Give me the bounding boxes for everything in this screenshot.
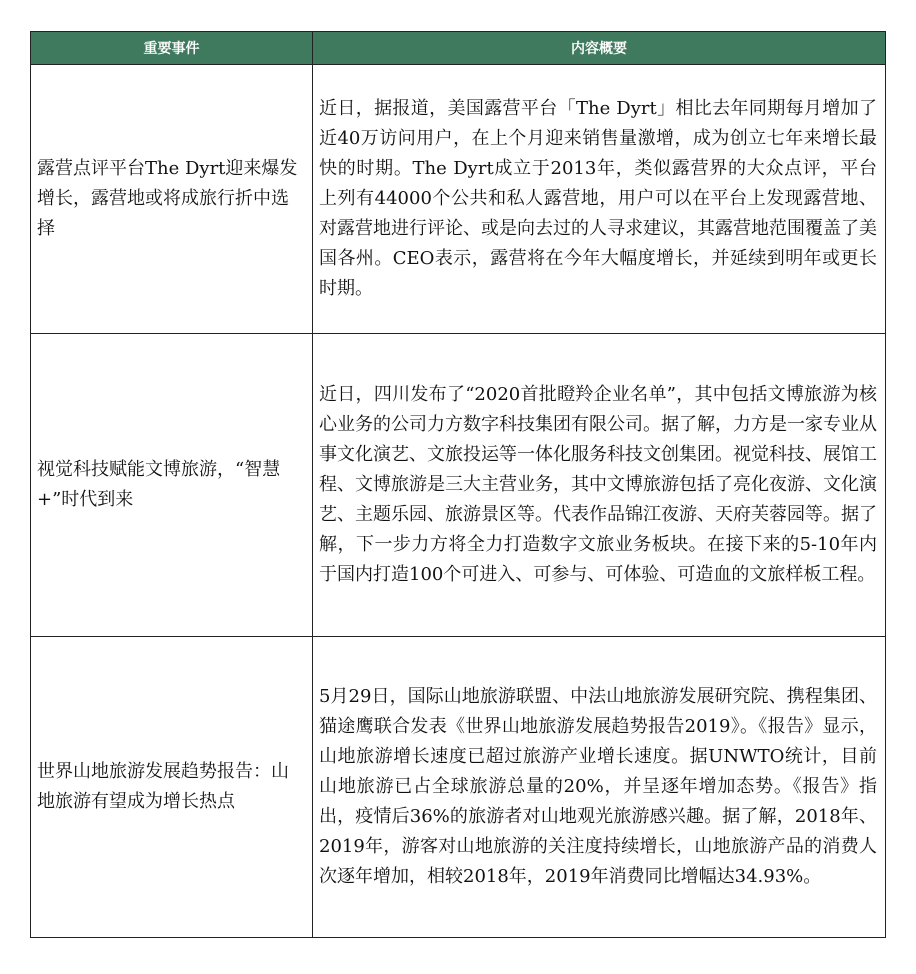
summary-cell: 近日，四川发布了“2020首批瞪羚企业名单”，其中包括文博旅游为核心业务的公司力方数字科技集团有限公司。据了解，力方是一家专业从事文化演艺、文旅投运等一体化服务科技文创集团。视觉科技、展馆工程、文博旅游是三大主营业务，其中文博旅游包括了亮化夜游、文化演艺、主题乐园、旅游景区等。代表作品锦江夜游、天府芙蓉园等。据了解，下一步力方将全力打造数字文旅业务板块。在接下来的5-10年内于国内打造100个可进入、可参与、可体验、可造血的文旅样板工程。 xyxy=(313,334,886,637)
table-row xyxy=(31,65,886,334)
events-table xyxy=(30,31,886,938)
event-cell: 视觉科技赋能文博旅游，“智慧+”时代到来 xyxy=(31,334,313,637)
summary-cell: 5月29日，国际山地旅游联盟、中法山地旅游发展研究院、携程集团、猫途鹰联合发表《世界山地旅游发展趋势报告2019》。《报告》显示，山地旅游增长速度已超过旅游产业增长速度。据UNWTO统计，目前山地旅游已占全球旅游总量的20%，并呈逐年增加态势。《报告》指出，疫情后36%的旅游者对山地观光旅游感兴趣。据了解，2018年、2019年，游客对山地旅游的关注度持续增长，山地旅游产品的消费人次逐年增加，相较2018年，2019年消费同比增幅达34.93%。 xyxy=(313,637,886,938)
header-summary: 内容概要 xyxy=(313,32,886,65)
table-header-row xyxy=(31,32,886,65)
header-key-events: 重要事件 xyxy=(31,32,313,65)
event-cell: 世界山地旅游发展趋势报告：山地旅游有望成为增长热点 xyxy=(31,637,313,938)
table-row xyxy=(31,334,886,637)
event-cell: 露营点评平台The Dyrt迎来爆发增长，露营地或将成旅行折中选择 xyxy=(31,65,313,334)
summary-cell: 近日，据报道，美国露营平台「The Dyrt」相比去年同期每月增加了近40万访问用户，在上个月迎来销售量激增，成为创立七年来增长最快的时期。The Dyrt成立于2013年，类似露营界的大众点评，平台上列有44000个公共和私人露营地，用户可以在平台上发现露营地、对露营地进行评论、或是向去过的人寻求建议，其露营地范围覆盖了美国各州。CEO表示，露营将在今年大幅度增长，并延续到明年或更长时期。 xyxy=(313,65,886,334)
table-row xyxy=(31,637,886,938)
